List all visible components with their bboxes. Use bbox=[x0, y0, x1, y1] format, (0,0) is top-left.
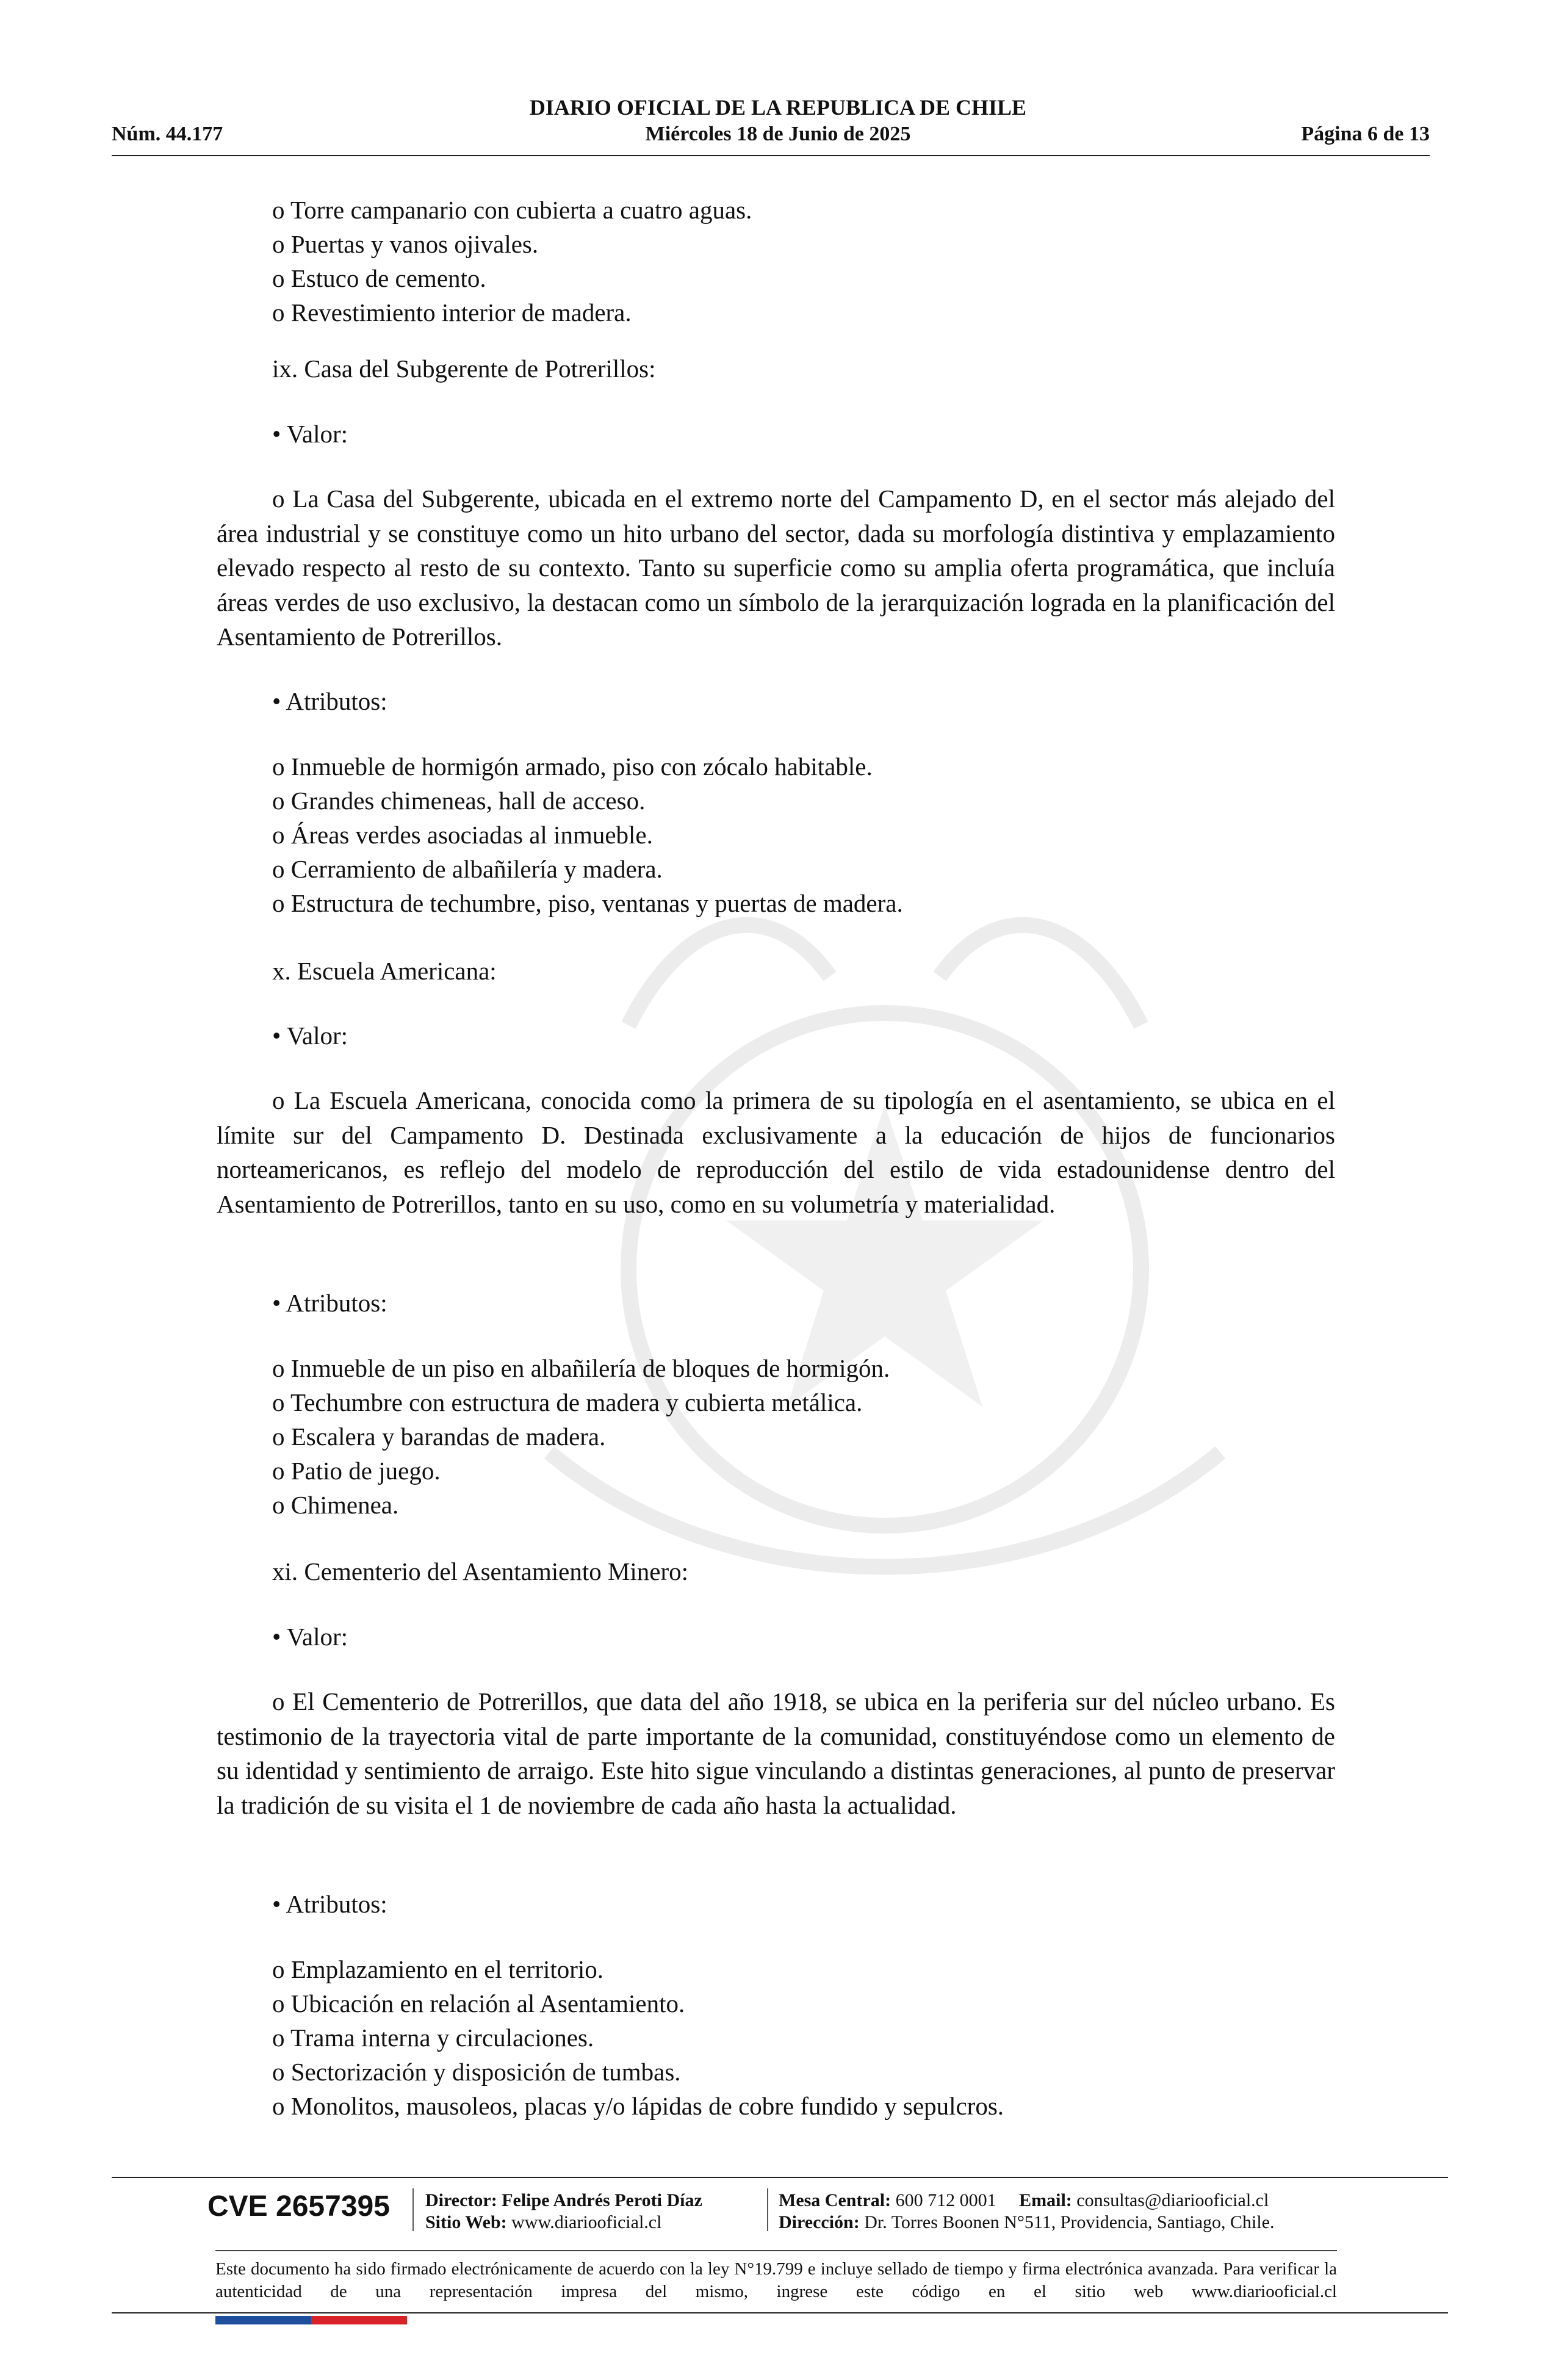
list-item: o Grandes chimeneas, hall de acceso. bbox=[272, 787, 646, 815]
list-item: o Revestimiento interior de madera. bbox=[272, 298, 632, 326]
direccion-label: Dirección: bbox=[779, 2212, 860, 2232]
footer-separator bbox=[412, 2188, 414, 2231]
list-item: o Sectorización y disposición de tumbas. bbox=[272, 2058, 681, 2086]
footer-inner-divider bbox=[215, 2250, 1337, 2251]
director-label: Director: bbox=[425, 2190, 497, 2210]
director-name: Felipe Andrés Peroti Díaz bbox=[502, 2190, 702, 2210]
valor-paragraph: o La Casa del Subgerente, ubicada en el extremo norte del Campamento D, en el sector más alejado del área industrial y se constituye como un hito urbano del sector, dada su morfología distintiva y emplazamiento elevado respecto al resto de su contexto. Tanto su superficie como su amplia oferta programática, que incluía áreas verdes de uso exclusivo, la destacan como un símbolo de la jerarquización lograda en la planificación del Asentamiento de Potrerillos. bbox=[217, 485, 1335, 651]
atributos-label: • Atributos: bbox=[272, 687, 387, 715]
valor-paragraph: o El Cementerio de Potrerillos, que data del año 1918, se ubica en la periferia sur del núcleo urbano. Es testimonio de la trayectoria vital de parte importante de la comunidad, constituyéndose como un elemento de su identidad y sentimiento de arraigo. Este hito sigue vinculando a distintas generaciones, al punto de preservar la tradición de su visita el 1 de noviembre de cada año hasta la actualidad. bbox=[217, 1687, 1335, 1819]
issue-date: Miércoles 18 de Junio de 2025 bbox=[645, 123, 911, 145]
cve-code: CVE 2657395 bbox=[207, 2190, 390, 2223]
valor-label: • Valor: bbox=[272, 1022, 348, 1050]
list-item: o Patio de juego. bbox=[272, 1457, 441, 1485]
section-heading-ix: ix. Casa del Subgerente de Potrerillos: bbox=[272, 355, 656, 383]
email-link[interactable]: consultas@diariooficial.cl bbox=[1076, 2190, 1269, 2210]
list-item: o Inmueble de un piso en albañilería de bloques de hormigón. bbox=[272, 1354, 890, 1382]
website-line bbox=[425, 2212, 661, 2234]
list-item: o Ubicación en relación al Asentamiento. bbox=[272, 1989, 685, 2018]
flag-bar-red bbox=[311, 2316, 407, 2324]
section-heading-x: x. Escuela Americana: bbox=[272, 957, 497, 985]
list-item: o Torre campanario con cubierta a cuatro aguas. bbox=[272, 196, 752, 224]
footer-divider bbox=[112, 2177, 1448, 2178]
footer-bottom-divider bbox=[112, 2312, 1448, 2313]
list-item: o Estructura de techumbre, piso, ventanas y puertas de madera. bbox=[272, 889, 903, 917]
list-item: o Emplazamiento en el territorio. bbox=[272, 1955, 604, 1983]
list-item: o Chimenea. bbox=[272, 1491, 399, 1519]
legal-notice: Este documento ha sido firmado electrónicamente de acuerdo con la ley N°19.799 e incluye sellado de tiempo y firma electrónica avanzada. Para verificar la autenticidad de una representación impresa del mismo, ingrese este código en el sitio web www.diariooficial.cl bbox=[215, 2259, 1337, 2301]
website-label: Sitio Web: bbox=[425, 2212, 507, 2232]
list-item: o Cerramiento de albañilería y madera. bbox=[272, 855, 663, 883]
atributos-label: • Atributos: bbox=[272, 1289, 387, 1317]
list-item: o Áreas verdes asociadas al inmueble. bbox=[272, 821, 653, 849]
list-item: o Inmueble de hormigón armado, piso con zócalo habitable. bbox=[272, 752, 873, 781]
list-item: o Escalera y barandas de madera. bbox=[272, 1423, 606, 1451]
issue-number: Núm. 44.177 bbox=[112, 123, 223, 145]
list-item: o Monolitos, mausoleos, placas y/o lápidas de cobre fundido y sepulcros. bbox=[272, 2092, 1004, 2120]
mesa-label: Mesa Central: bbox=[779, 2190, 891, 2210]
section-heading-xi: xi. Cementerio del Asentamiento Minero: bbox=[272, 1557, 689, 1585]
valor-label: • Valor: bbox=[272, 420, 348, 448]
list-item: o Estuco de cemento. bbox=[272, 264, 486, 292]
direccion-value: Dr. Torres Boonen N°511, Providencia, Santiago, Chile. bbox=[864, 2212, 1275, 2232]
email-label: Email: bbox=[1019, 2190, 1072, 2210]
footer-separator bbox=[767, 2188, 768, 2231]
list-item: o Trama interna y circulaciones. bbox=[272, 2024, 594, 2052]
contact-line bbox=[779, 2190, 1269, 2212]
atributos-label: • Atributos: bbox=[272, 1890, 387, 1918]
newspaper-title: DIARIO OFICIAL DE LA REPUBLICA DE CHILE bbox=[529, 95, 1027, 120]
valor-label: • Valor: bbox=[272, 1623, 348, 1651]
header-divider bbox=[112, 155, 1430, 156]
website-link[interactable]: www.diariooficial.cl bbox=[511, 2212, 662, 2232]
flag-bar-blue bbox=[215, 2316, 311, 2324]
valor-paragraph: o La Escuela Americana, conocida como la primera de su tipología en el asentamiento, se ubica en el límite sur del Campamento D. Destinada exclusivamente a la educación de hijos de funcionarios norteamericanos, es reflejo del modelo de reproducción del estilo de vida estadounidense dentro del Asentamiento de Potrerillos, tanto en su uso, como en su volumetría y materialidad. bbox=[217, 1086, 1335, 1218]
mesa-phone: 600 712 0001 bbox=[895, 2190, 996, 2210]
list-item: o Puertas y vanos ojivales. bbox=[272, 230, 539, 258]
list-item: o Techumbre con estructura de madera y cubierta metálica. bbox=[272, 1388, 863, 1416]
address-line bbox=[779, 2212, 1275, 2234]
director-line bbox=[425, 2190, 702, 2212]
page-indicator: Página 6 de 13 bbox=[1301, 123, 1430, 145]
